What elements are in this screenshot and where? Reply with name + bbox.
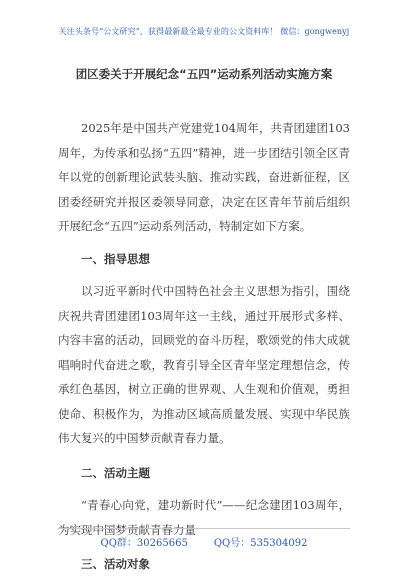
document-title: 团区委关于开展纪念“五四”运动系列活动实施方案 bbox=[75, 67, 333, 81]
section-heading-theme: 二、活动主题 bbox=[81, 465, 150, 480]
document-body bbox=[58, 116, 350, 577]
promo-banner: 关注头条号“公文研究”，获得最新最全最专业的公文资料库！ 微信：gongwenyj bbox=[58, 27, 350, 36]
section-heading-guiding-ideology: 一、指导思想 bbox=[81, 251, 150, 266]
intro-paragraph: 2025年是中国共产党建党104周年，共青团建团103周年，为传承和弘扬“五四”精神，进一步团结引领全区青年以党的创新理论武装头脑、推动实践，奋进新征程，区团委经研究并报区委领导同意，决定在区青年节前后组织开展纪念“五四”运动系列活动，特制定如下方案。 bbox=[58, 121, 350, 233]
footer-qq-number: QQ号：535304092 bbox=[213, 538, 308, 549]
footer-contact bbox=[0, 534, 408, 549]
section-body-guiding-ideology: 以习近平新时代中国特色社会主义思想为指引，围绕庆祝共青团建团103周年这一主线，通过开展形式多样、内容丰富的活动，回顾党的奋斗历程，歌颂党的伟大成就唱响时代奋进之歌，教育引导全区青年坚定理想信念，传承红色基因，树立正确的世界观、人生观和价值观，勇担使命、积极作为，为推动区域高质量发展、实现中华民族伟大复兴的中国梦贡献青春力量。 bbox=[58, 284, 350, 445]
section-body-theme: “青春心向党，建功新时代”——纪念建团103周年，为实现中国梦贡献青春力量 bbox=[58, 498, 350, 537]
footer-divider bbox=[58, 528, 350, 529]
section-heading-participants: 三、活动对象 bbox=[81, 557, 150, 571]
footer-qq-group: QQ群：30265665 bbox=[100, 538, 188, 549]
